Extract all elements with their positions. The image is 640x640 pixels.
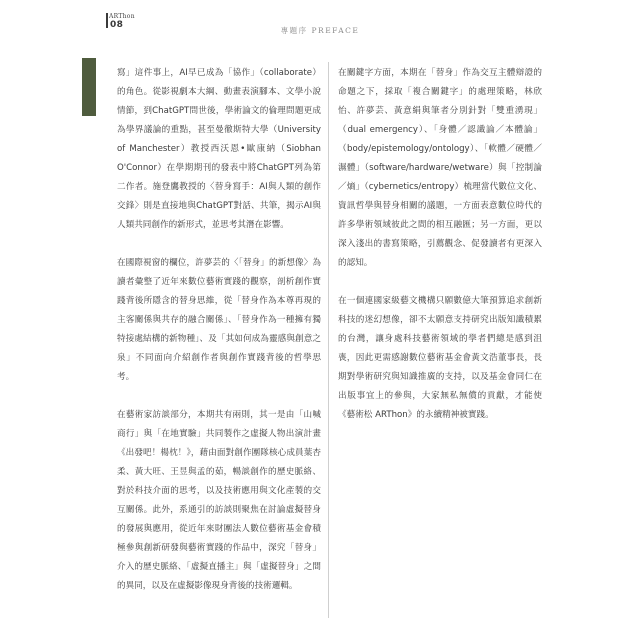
magazine-name: ARThon bbox=[109, 13, 135, 20]
left-column bbox=[117, 64, 321, 615]
right-column bbox=[338, 64, 542, 444]
paragraph: 在藝術家訪談部分，本期共有兩則，其一是由「山喊商行」與「在地實驗」共同製作之虛擬人物出演計畫《出發吧！楊枕！》，藉由面對創作團隊核心成員葉杏柔、黃大旺、王昱與孟的茹，暢談創作的歷史脈絡、對於科技介面的思考，以及技術應用與文化產製的交互關係。此外，系通引的訪談則聚焦在討論虛擬替身的發展與應用，從近年來財團法人數位藝術基金會積極參與創新研發與藝術實踐的作品中，深究「替身」介入的歷史脈絡、「虛擬直播主」與「虛擬替身」之間的異同，以及在虛擬影像現身背後的技術邏輯。 bbox=[117, 410, 321, 591]
page-number: 08 bbox=[110, 20, 124, 30]
paragraph: 寫」這件事上，AI早已成為「協作」（collaborate）的角色。從影視劇本大綱、動畫表演腳本、文學小說情節，到ChatGPT問世後，學術論文的倫理問題更成為學界議論的重點，甚至曼徹斯特大學（University of Manchester）教授西沃恩•歐康納（Siobhan O'Connor）在學期期刊的發表中將ChatGPT列為第二作者。施登鷹教授的〈替身寫手：AI與人類的創作交鋒〉則是直接地與ChatGPT對話、共筆，揭示AI與人類共同創作的新形式，並思考其潛在影響。 bbox=[117, 68, 321, 230]
paragraph: 在關鍵字方面，本期在「替身」作為交互主體辯證的命題之下，採取「複合關鍵字」的處理策略，林欣怡、許夢芸、黃意絹與筆者分別針對「雙重湧現」（dual emergency）、「身體／認識論／本體論」（body/epistemology/ontology）、「軟體／硬體／濕體」（software/hardware/wetware）與「控制論／熵」（cybernetics/entropy）梳理當代數位文化、資訊哲學與替身相關的議題，一方面表意數位時代的許多學術領域彼此之間的相互融匯；另一方面，更以深入淺出的書寫策略，引薦觀念、促發讀者有更深入的認知。 bbox=[338, 68, 542, 268]
section-label: 專題序 PREFACE bbox=[280, 26, 360, 35]
paragraph: 在國際視窗的欄位，許夢芸的〈「替身」的新想像〉為讀者彙整了近年來數位藝術實踐的觀察，剖析創作實踐背後所隱含的替身思維，從「替身作為本尊再現的主客關係與共存的融合關係」、「替身作為一種擁有獨特接處結構的新物種」、及「其如何成為靈感與創意之泉」不同面向介紹創作者與創作實踐背後的哲學思考。 bbox=[117, 258, 321, 382]
accent-bar bbox=[82, 58, 96, 116]
paragraph: 在一個連國家級藝文機構只願數億大筆預算追求創新科技的迷幻想像，卻不太願意支持研究出版知識積累的台灣，讓身處科技藝術領域的學者們總是感到沮喪，因此更需感謝數位藝術基金會黃文浩董事長，長期對學術研究與知識推廣的支持，以及基金會同仁在出版事宜上的參與，大家無私無償的貢獻，才能使《藝術松 ARThon》的永續精神被實踐。 bbox=[338, 296, 542, 420]
column-divider bbox=[328, 62, 329, 618]
